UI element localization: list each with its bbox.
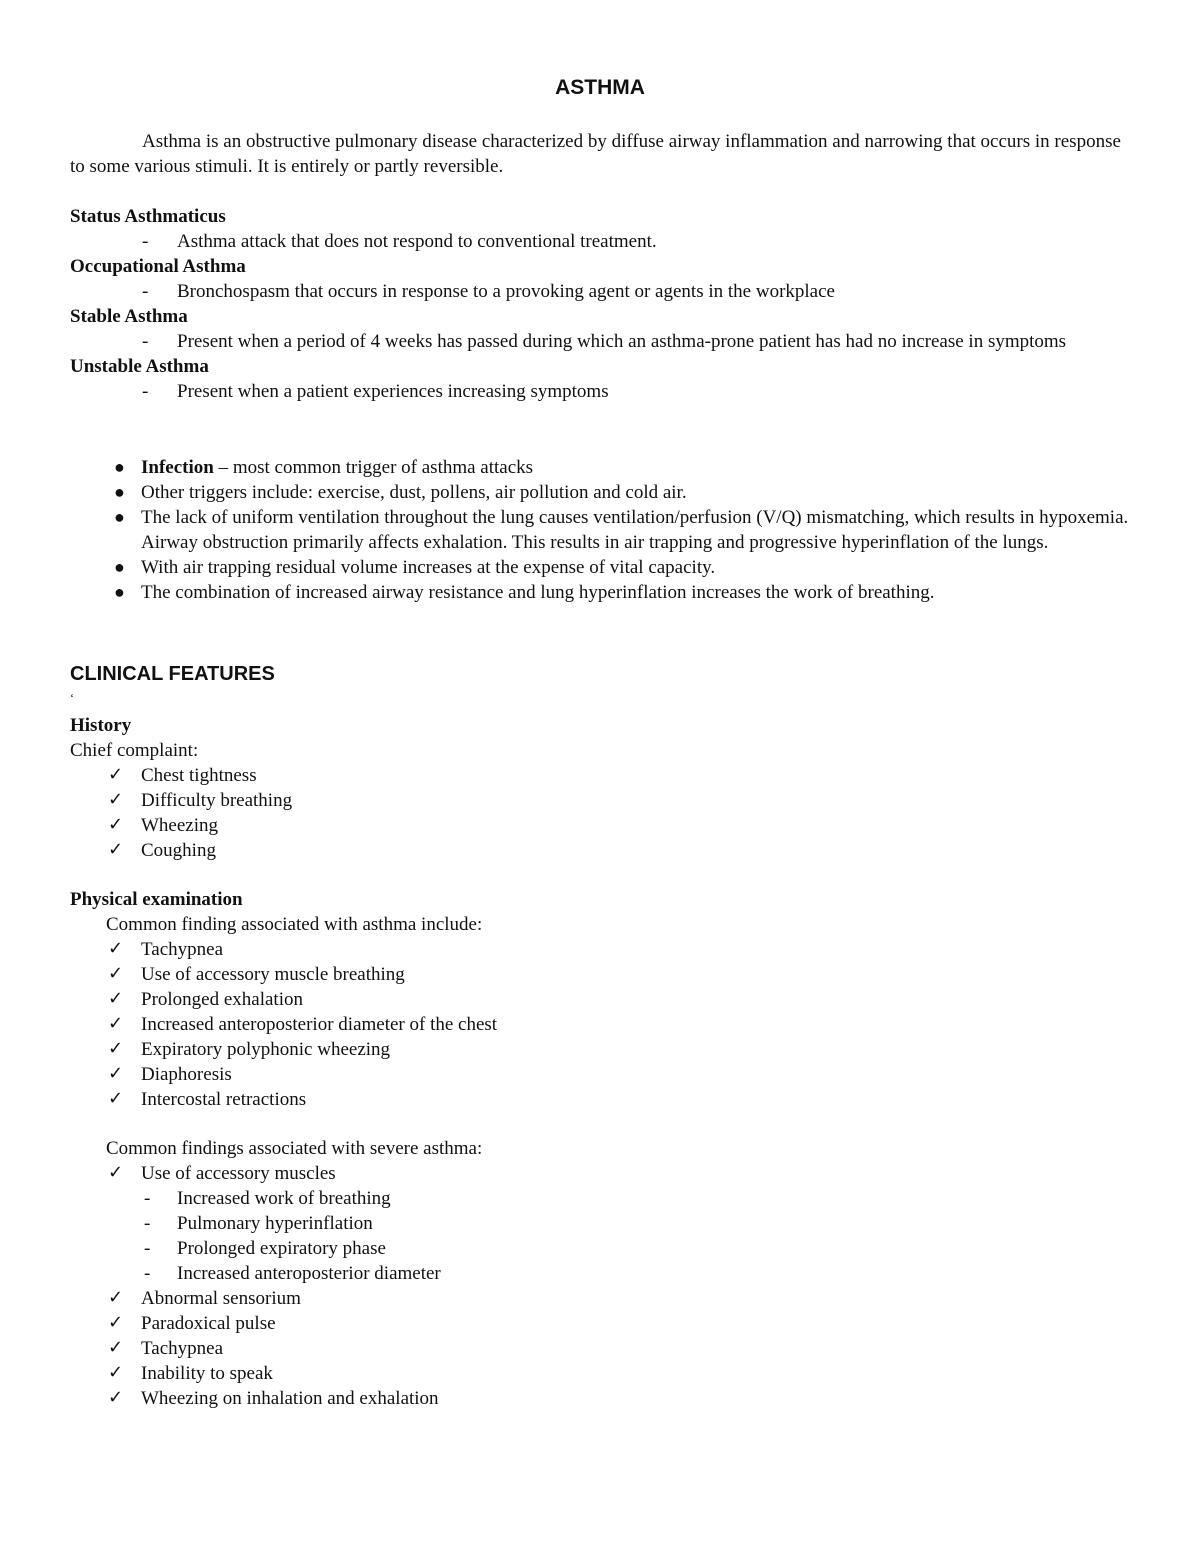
check-item — [70, 962, 1140, 987]
stray-mark: ‘ — [70, 691, 74, 705]
severe-asthma-section — [70, 1136, 1140, 1411]
dash-marker: - — [144, 1238, 151, 1259]
checkmark-icon: ✓ — [108, 1088, 124, 1109]
sub-item — [70, 1261, 1140, 1286]
check-item — [70, 763, 1140, 788]
checkmark-icon: ✓ — [108, 1387, 124, 1408]
dash-marker: - — [144, 1213, 151, 1234]
check-item — [70, 813, 1140, 838]
check-item — [70, 788, 1140, 813]
intro-paragraph — [70, 129, 1130, 179]
definition-text: Present when a patient experiences increasing symptoms — [177, 381, 609, 402]
physical-exam-heading: Physical examination — [70, 889, 243, 910]
check-item — [70, 987, 1140, 1012]
check-text: Increased anteroposterior diameter of the chest — [141, 1014, 498, 1035]
bullet-item — [70, 455, 1140, 480]
dash-marker: - — [142, 381, 149, 402]
check-text: Diaphoresis — [141, 1064, 232, 1085]
bullet-text: The combination of increased airway resistance and lung hyperinflation increases the work of breathing. — [141, 582, 935, 603]
checkmark-icon: ✓ — [108, 988, 124, 1009]
sub-item-text: Increased work of breathing — [177, 1188, 391, 1209]
bullet-text: – most common trigger of asthma attacks — [213, 457, 534, 478]
checkmark-icon: ✓ — [108, 1013, 124, 1034]
check-text: Paradoxical pulse — [141, 1313, 276, 1334]
checkmark-icon: ✓ — [108, 938, 124, 959]
bullet-dot-icon: ● — [114, 457, 125, 477]
check-item — [70, 1286, 1140, 1311]
definition-term: Occupational Asthma — [70, 256, 246, 277]
check-text: Expiratory polyphonic wheezing — [141, 1039, 391, 1060]
check-text: Coughing — [141, 840, 216, 861]
check-text: Wheezing on inhalation and exhalation — [141, 1388, 439, 1409]
definition-text: Bronchospasm that occurs in response to a provoking agent or agents in the workplace — [177, 281, 835, 302]
bullet-dot-icon: ● — [114, 507, 125, 527]
check-item — [70, 1311, 1140, 1336]
bullet-item — [70, 580, 1140, 605]
definition-item — [70, 229, 1140, 254]
checkmark-icon: ✓ — [108, 1287, 124, 1308]
checkmark-icon: ✓ — [108, 1162, 124, 1183]
check-text: Use of accessory muscles — [141, 1163, 336, 1184]
sub-item — [70, 1211, 1140, 1236]
check-text: Tachypnea — [141, 1338, 224, 1359]
dash-marker: - — [144, 1188, 151, 1209]
sub-item-text: Pulmonary hyperinflation — [177, 1213, 373, 1234]
dash-marker: - — [142, 281, 149, 302]
check-text: Tachypnea — [141, 939, 224, 960]
check-item — [70, 838, 1140, 863]
intro-text: Asthma is an obstructive pulmonary disease characterized by diffuse airway inflammation and narrowing that occurs in response to some various stimuli. It is entirely or partly reversible. — [70, 131, 1121, 177]
checkmark-icon: ✓ — [108, 1312, 124, 1333]
bullet-dot-icon: ● — [114, 582, 125, 602]
bullet-item — [70, 555, 1140, 580]
definition-term: Stable Asthma — [70, 306, 188, 327]
definition-item — [70, 329, 1140, 354]
checkmark-icon: ✓ — [108, 1362, 124, 1383]
bullet-text: With air trapping residual volume increases at the expense of vital capacity. — [141, 557, 716, 578]
bullet-item — [70, 505, 1140, 555]
physical-exam-section — [70, 887, 1140, 1112]
history-section — [70, 713, 1140, 863]
bullet-text: Other triggers include: exercise, dust, pollens, air pollution and cold air. — [141, 482, 687, 503]
dash-marker: - — [142, 231, 149, 252]
bullet-dot-icon: ● — [114, 482, 125, 502]
bullet-item — [70, 480, 1140, 505]
check-text: Use of accessory muscle breathing — [141, 964, 405, 985]
check-text: Prolonged exhalation — [141, 989, 303, 1010]
check-item — [70, 1087, 1140, 1112]
bullet-bold-text: Infection — [141, 457, 214, 478]
checkmark-icon: ✓ — [108, 1063, 124, 1084]
check-item — [70, 1386, 1140, 1411]
checkmark-icon: ✓ — [108, 789, 124, 810]
check-text: Intercostal retractions — [141, 1089, 307, 1110]
sub-item-text: Prolonged expiratory phase — [177, 1238, 386, 1259]
check-item — [70, 1161, 1140, 1186]
dash-marker: - — [142, 331, 149, 352]
check-text: Abnormal sensorium — [141, 1288, 301, 1309]
checkmark-icon: ✓ — [108, 963, 124, 984]
bullet-text: The lack of uniform ventilation throughout the lung causes ventilation/perfusion (V/Q) mismatching, which results in hypoxemia. Airway obstruction primarily affects exhalation. This results in air trapping and progressive hyperinflation of the lungs. — [141, 507, 1129, 553]
physical-exam-label: Common finding associated with asthma include: — [106, 914, 483, 935]
definition-text: Asthma attack that does not respond to conventional treatment. — [177, 231, 657, 252]
check-item — [70, 1336, 1140, 1361]
check-item — [70, 937, 1140, 962]
definition-term: Status Asthmaticus — [70, 206, 226, 227]
sub-item — [70, 1186, 1140, 1211]
definitions-list — [70, 204, 1140, 404]
definition-item — [70, 379, 1140, 404]
checkmark-icon: ✓ — [108, 814, 124, 835]
check-item — [70, 1361, 1140, 1386]
clinical-features-heading: CLINICAL FEATURES — [70, 663, 275, 685]
definition-term: Unstable Asthma — [70, 356, 209, 377]
check-text: Difficulty breathing — [141, 790, 293, 811]
check-item — [70, 1012, 1140, 1037]
check-item — [70, 1037, 1140, 1062]
dash-marker: - — [144, 1263, 151, 1284]
checkmark-icon: ✓ — [108, 1337, 124, 1358]
checkmark-icon: ✓ — [108, 1038, 124, 1059]
check-text: Wheezing — [141, 815, 219, 836]
check-text: Chest tightness — [141, 765, 257, 786]
definition-item — [70, 279, 1140, 304]
checkmark-icon: ✓ — [108, 839, 124, 860]
check-text: Inability to speak — [141, 1363, 273, 1384]
definition-text: Present when a period of 4 weeks has passed during which an asthma-prone patient has had no increase in symptoms — [177, 331, 1067, 352]
severe-asthma-label: Common findings associated with severe asthma: — [106, 1138, 483, 1159]
history-heading: History — [70, 715, 132, 736]
sub-item-text: Increased anteroposterior diameter — [177, 1263, 441, 1284]
document-title: ASTHMA — [555, 76, 645, 99]
bullet-list — [70, 455, 1140, 605]
checkmark-icon: ✓ — [108, 764, 124, 785]
chief-complaint-label: Chief complaint: — [70, 740, 199, 761]
sub-item — [70, 1236, 1140, 1261]
bullet-dot-icon: ● — [114, 557, 125, 577]
check-item — [70, 1062, 1140, 1087]
